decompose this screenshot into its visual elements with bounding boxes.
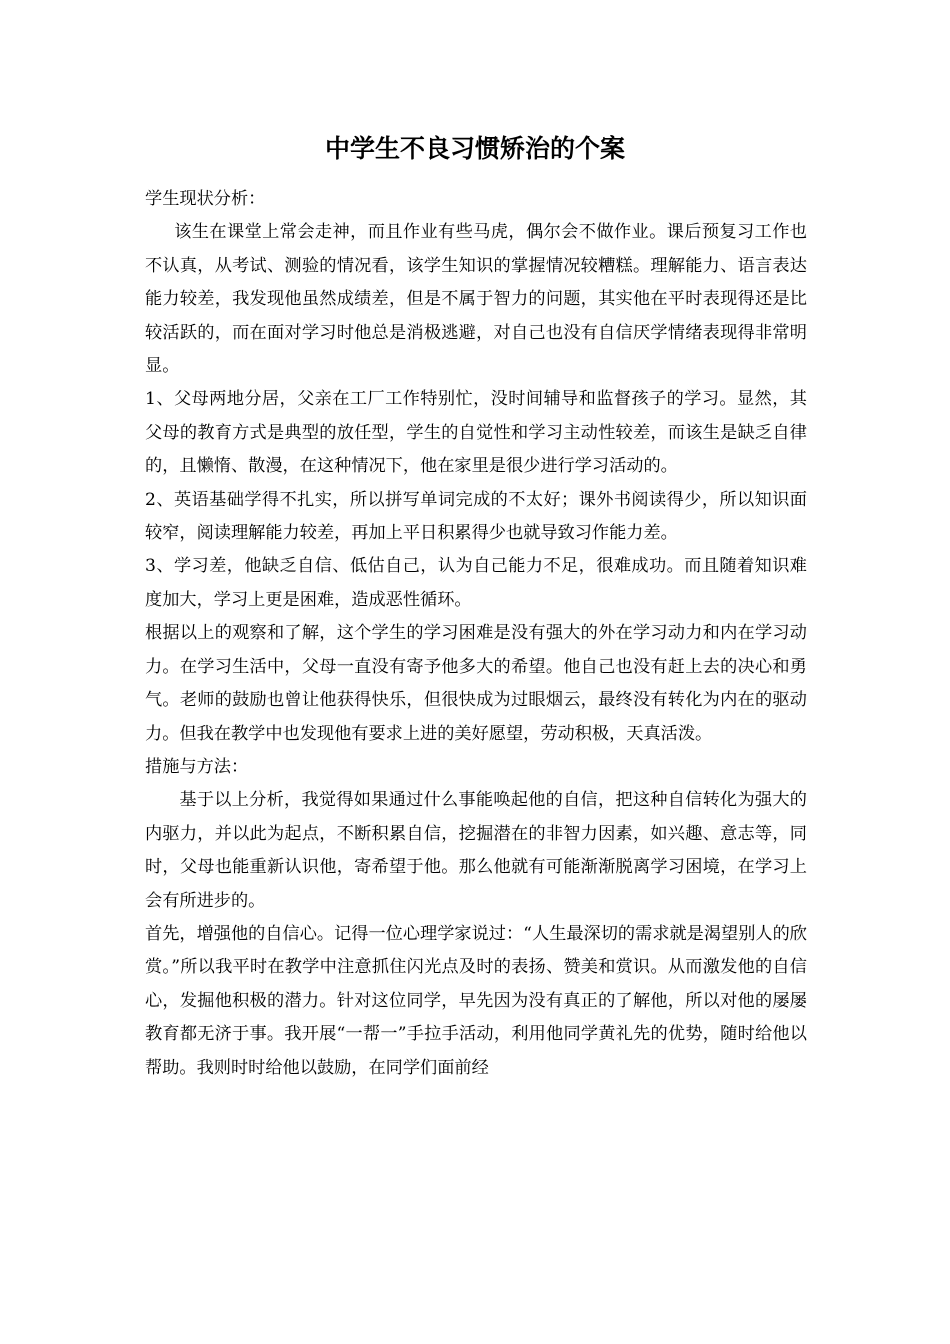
section-heading-measures: 措施与方法： <box>145 756 249 777</box>
paragraph-reason-1: 1、父母两地分居，父亲在工厂工作特别忙，没时间辅导和监督孩子的学习。显然，其父母的教育方式是典型的放任型，学生的自觉性和学习主动性较差，而该生是缺乏自律的，且懒惰、散漫，在这种情况下，他在家里是很少进行学习活动的。 <box>145 389 807 477</box>
document-title: 中学生不良习惯矫治的个案 <box>324 134 625 163</box>
section-heading-status-analysis: 学生现状分析： <box>145 189 266 209</box>
paragraph-status-description: 该生在课堂上常会走神，而且作业有些马虎，偶尔会不做作业。课后预复习工作也不认真，从考试、测验的情况看，该学生知识的掌握情况较糟糕。理解能力、语言表达能力较差，我发现他虽然成绩差，但是不属于智力的问题，其实他在平时表现得还是比较活跃的，而在面对学习时他总是消极逃避，对自己也没有自信厌学情绪表现得非常明显。 <box>145 222 807 377</box>
paragraph-measure-confidence: 首先，增强他的自信心。记得一位心理学家说过：“人生最深切的需求就是渴望别人的欣赏。”所以我平时在教学中注意抓住闪光点及时的表扬、赞美和赏识。从而激发他的自信心，发掘他积极的潜力。针对这位同学，早先因为没有真正的了解他，所以对他的屡屡教育都无济于事。我开展“一帮一”手拉手活动，利用他同学黄礼先的优势，随时给他以帮助。我则时时给他以鼓励，在同学们面前经 <box>145 923 807 1078</box>
document-body <box>145 183 807 1085</box>
paragraph-reason-3: 3、学习差，他缺乏自信、低估自己，认为自己能力不足，很难成功。而且随着知识难度加大，学习上更是困难，造成恶性循环。 <box>145 556 807 610</box>
paragraph-reason-2: 2、英语基础学得不扎实，所以拼写单词完成的不太好；课外书阅读得少，所以知识面较窄，阅读理解能力较差，再加上平日积累得少也就导致习作能力差。 <box>145 489 807 544</box>
paragraph-observation-summary: 根据以上的观察和了解，这个学生的学习困难是没有强大的外在学习动力和内在学习动力。在学习生活中，父母一直没有寄予他多大的希望。他自己也没有赶上去的决心和勇气。老师的鼓励也曾让他获得快乐，但很快成为过眼烟云，最终没有转化为内在的驱动力。但我在教学中也发现他有要求上进的美好愿望，劳动积极，天真活泼。 <box>145 623 807 744</box>
paragraph-measures-intro: 基于以上分析，我觉得如果通过什么事能唤起他的自信，把这种自信转化为强大的内驱力，并以此为起点，不断积累自信，挖掘潜在的非智力因素，如兴趣、意志等，同时，父母也能重新认识他，寄希望于他。那么他就有可能渐渐脱离学习困境，在学习上会有所进步的。 <box>145 790 807 911</box>
